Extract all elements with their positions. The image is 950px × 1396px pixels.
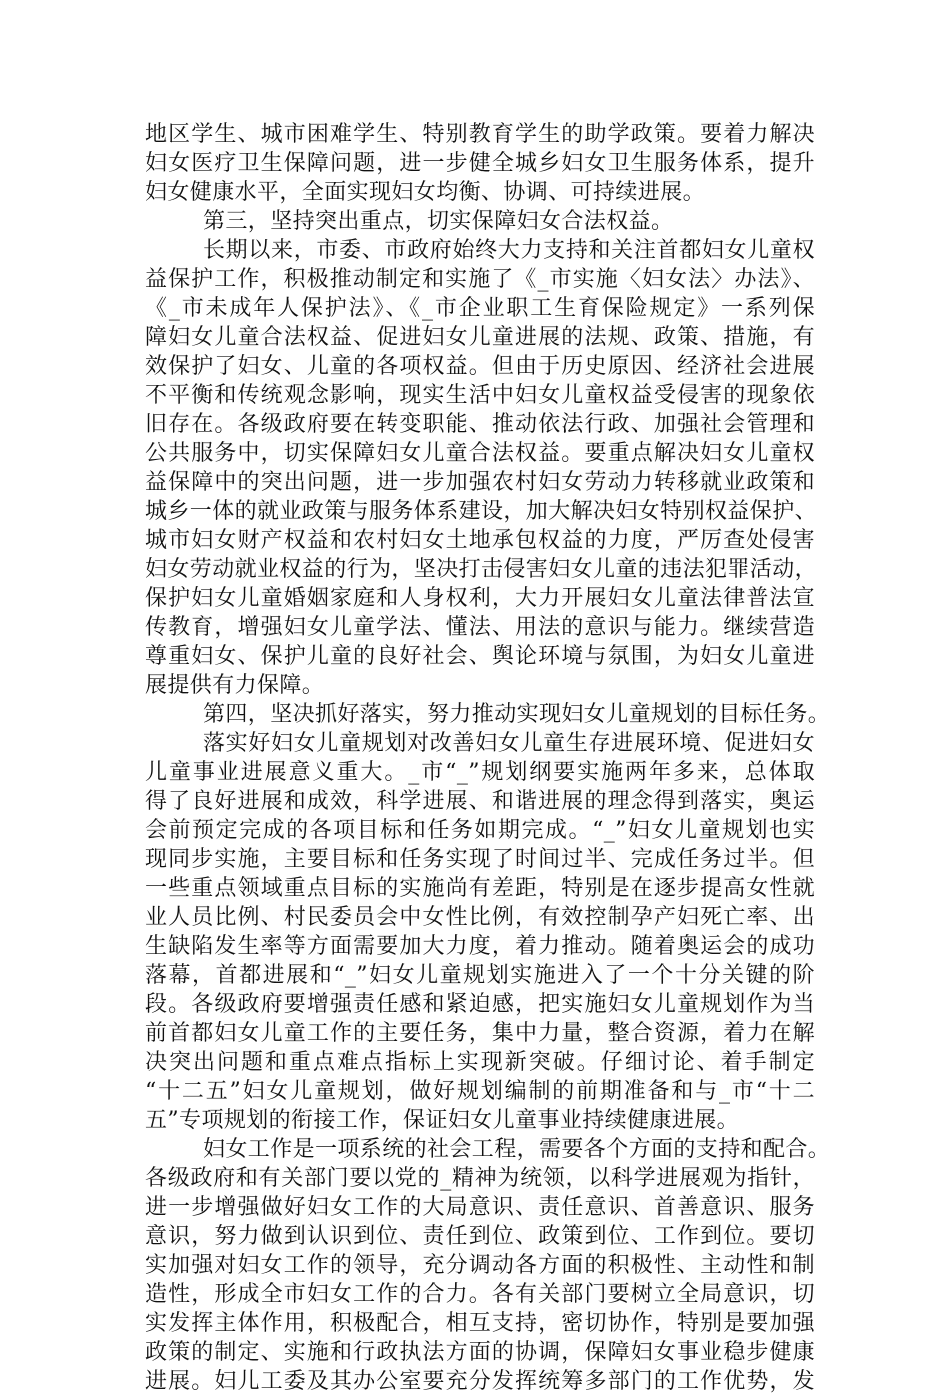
text-line: 展提供有力保障。 xyxy=(145,673,325,698)
text-line: 城乡一体的就业政策与服务体系建设，加大解决妇女特别权益保护、 xyxy=(145,499,818,524)
text-line: 五”专项规划的衔接工作，保证妇女儿童事业持续健康进展。 xyxy=(145,1108,740,1133)
text-line: 妇女工作是一项系统的社会工程，需要各个方面的支持和配合。 xyxy=(203,1137,831,1162)
text-line: 实发挥主体作用，积极配合，相互支持，密切协作，特别是要加强 xyxy=(145,1311,815,1336)
text-line: 现同步实施，主要目标和任务实现了时间过半、完成任务过半。但 xyxy=(145,847,815,872)
text-line: 业人员比例、村民委员会中女性比例，有效控制孕产妇死亡率、出 xyxy=(145,905,815,930)
text-line: 益保护工作，积极推动制定和实施了《_市实施〈妇女法〉办法》、 xyxy=(145,267,815,292)
text-line: 政策的制定、实施和行政执法方面的协调，保障妇女事业稳步健康 xyxy=(145,1340,815,1365)
text-line: 长期以来，市委、市政府始终大力支持和关注首都妇女儿童权 xyxy=(203,238,815,263)
text-line: 儿童事业进展意义重大。_市“_”规划纲要实施两年多来，总体取 xyxy=(145,760,815,785)
text-line: 会前预定完成的各项目标和任务如期完成。“_”妇女儿童规划也实 xyxy=(145,818,815,843)
text-line: 公共服务中，切实保障妇女儿童合法权益。要重点解决妇女儿童权 xyxy=(145,441,815,466)
text-line: 保护妇女儿童婚姻家庭和人身权利，大力开展妇女儿童法律普法宣 xyxy=(145,586,815,611)
text-line: 城市妇女财产权益和农村妇女土地承包权益的力度，严厉查处侵害 xyxy=(145,528,815,553)
text-line: 决突出问题和重点难点指标上实现新突破。仔细讨论、着手制定 xyxy=(145,1050,815,1075)
text-line: 不平衡和传统观念影响，现实生活中妇女儿童权益受侵害的现象依 xyxy=(145,383,815,408)
text-line: 进展。妇儿工委及其办公室要充分发挥统筹多部门的工作优势，发 xyxy=(145,1369,815,1394)
text-line: 意识，努力做到认识到位、责任到位、政策到位、工作到位。要切 xyxy=(145,1224,815,1249)
text-line: 地区学生、城市困难学生、特别教育学生的助学政策。要着力解决 xyxy=(145,122,815,147)
text-line: 《_市未成年人保护法》、《_市企业职工生育保险规定》一系列保 xyxy=(145,296,815,321)
text-line: 第三，坚持突出重点，切实保障妇女合法权益。 xyxy=(203,209,674,234)
text-line: 进一步增强做好妇女工作的大局意识、责任意识、首善意识、服务 xyxy=(145,1195,815,1220)
text-line: 落实好妇女儿童规划对改善妇女儿童生存进展环境、促进妇女 xyxy=(203,731,815,756)
text-line: 生缺陷发生率等方面需要加大力度，着力推动。随着奥运会的成功 xyxy=(145,934,815,959)
text-line: 妇女医疗卫生保障问题，进一步健全城乡妇女卫生服务体系，提升 xyxy=(145,151,815,176)
text-line: 妇女劳动就业权益的行为，坚决打击侵害妇女儿童的违法犯罪活动， xyxy=(145,557,818,582)
text-line: 一些重点领域重点目标的实施尚有差距，特别是在逐步提高女性就 xyxy=(145,876,815,901)
text-line: 效保护了妇女、儿童的各项权益。但由于历史原因、经济社会进展 xyxy=(145,354,815,379)
text-line: 实加强对妇女工作的领导，充分调动各方面的积极性、主动性和制 xyxy=(145,1253,815,1278)
text-line: 得了良好进展和成效，科学进展、和谐进展的理念得到落实，奥运 xyxy=(145,789,815,814)
text-line: 尊重妇女、保护儿童的良好社会、舆论环境与氛围，为妇女儿童进 xyxy=(145,644,815,669)
text-line: 益保障中的突出问题，进一步加强农村妇女劳动力转移就业政策和 xyxy=(145,470,815,495)
text-line: 传教育，增强妇女儿童学法、懂法、用法的意识与能力。继续营造 xyxy=(145,615,815,640)
text-line: 前首都妇女儿童工作的主要任务，集中力量，整合资源，着力在解 xyxy=(145,1021,815,1046)
text-line: 造性，形成全市妇女工作的合力。各有关部门要树立全局意识，切 xyxy=(145,1282,815,1307)
text-line: 妇女健康水平，全面实现妇女均衡、协调、可持续进展。 xyxy=(145,180,706,205)
text-line: 旧存在。各级政府要在转变职能、推动依法行政、加强社会管理和 xyxy=(145,412,815,437)
text-line: “十二五”妇女儿童规划，做好规划编制的前期准备和与_市“十二 xyxy=(145,1079,815,1104)
text-line: 各级政府和有关部门要以党的_精神为统领，以科学进展观为指针， xyxy=(145,1166,815,1191)
text-line: 第四，坚决抓好落实，努力推动实现妇女儿童规划的目标任务。 xyxy=(203,702,831,727)
text-line: 障妇女儿童合法权益、促进妇女儿童进展的法规、政策、措施，有 xyxy=(145,325,815,350)
text-line: 段。各级政府要增强责任感和紧迫感，把实施妇女儿童规划作为当 xyxy=(145,992,815,1017)
text-line: 落幕，首都进展和“_”妇女儿童规划实施进入了一个十分关键的阶 xyxy=(145,963,815,988)
document-body xyxy=(145,120,831,1396)
